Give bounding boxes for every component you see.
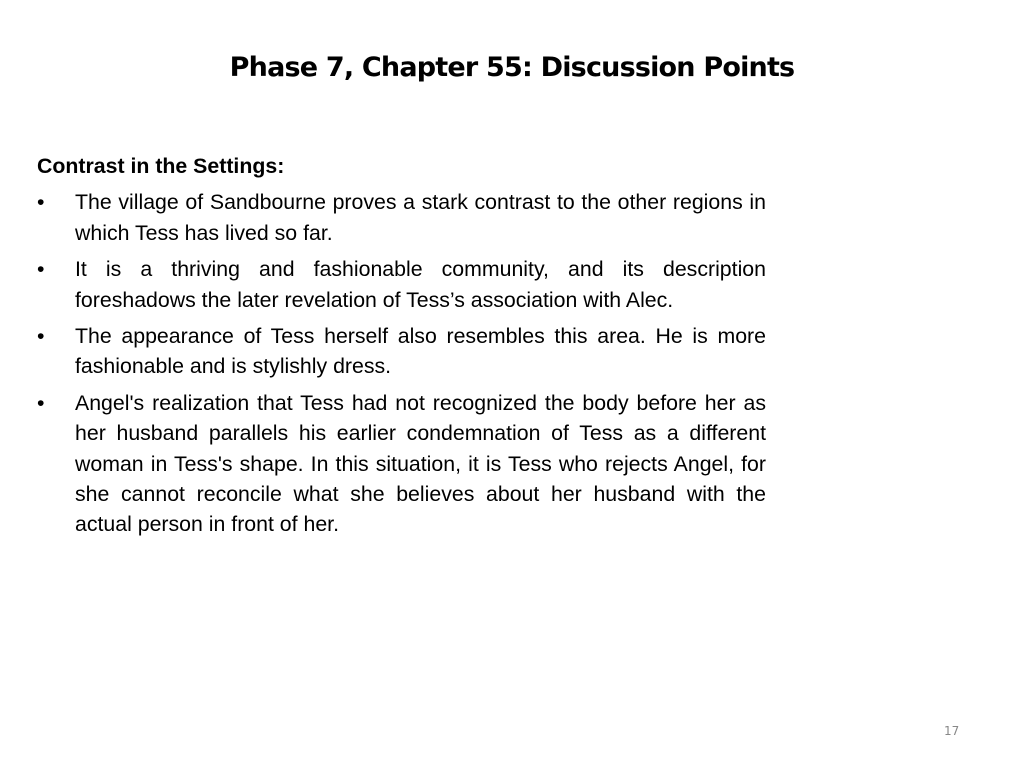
bullet-text: It is a thriving and fashionable community, and its description foreshadows the later revelation of Tess’s association with Alec. (75, 257, 766, 312)
bullet-text: Angel's realization that Tess had not recognized the body before her as her husband parallels his earlier condemnation of Tess as a different woman in Tess's shape. In this situation, it is Tess who rejects Angel, for she cannot reconcile what she believes about her husband with the actual person in front of her. (75, 390, 766, 537)
bullet-text: The village of Sandbourne proves a stark contrast to the other regions in which Tess has lived so far. (75, 190, 766, 245)
page-number: 17 (944, 724, 960, 738)
bullet-item (37, 187, 766, 248)
bullet-item (37, 388, 766, 540)
bullet-marker: • (37, 257, 45, 282)
bullet-marker: • (37, 190, 45, 215)
bullet-marker: • (37, 324, 45, 349)
slide-title: Phase 7, Chapter 55: Discussion Points (229, 52, 795, 83)
bullet-marker: • (37, 390, 45, 415)
section-heading: Contrast in the Settings: (37, 154, 285, 178)
bullet-list (37, 187, 766, 539)
bullet-text: The appearance of Tess herself also resembles this area. He is more fashionable and is stylishly dress. (75, 324, 766, 379)
bullet-item (37, 321, 766, 382)
slide-content (37, 151, 766, 546)
bullet-item (37, 254, 766, 315)
